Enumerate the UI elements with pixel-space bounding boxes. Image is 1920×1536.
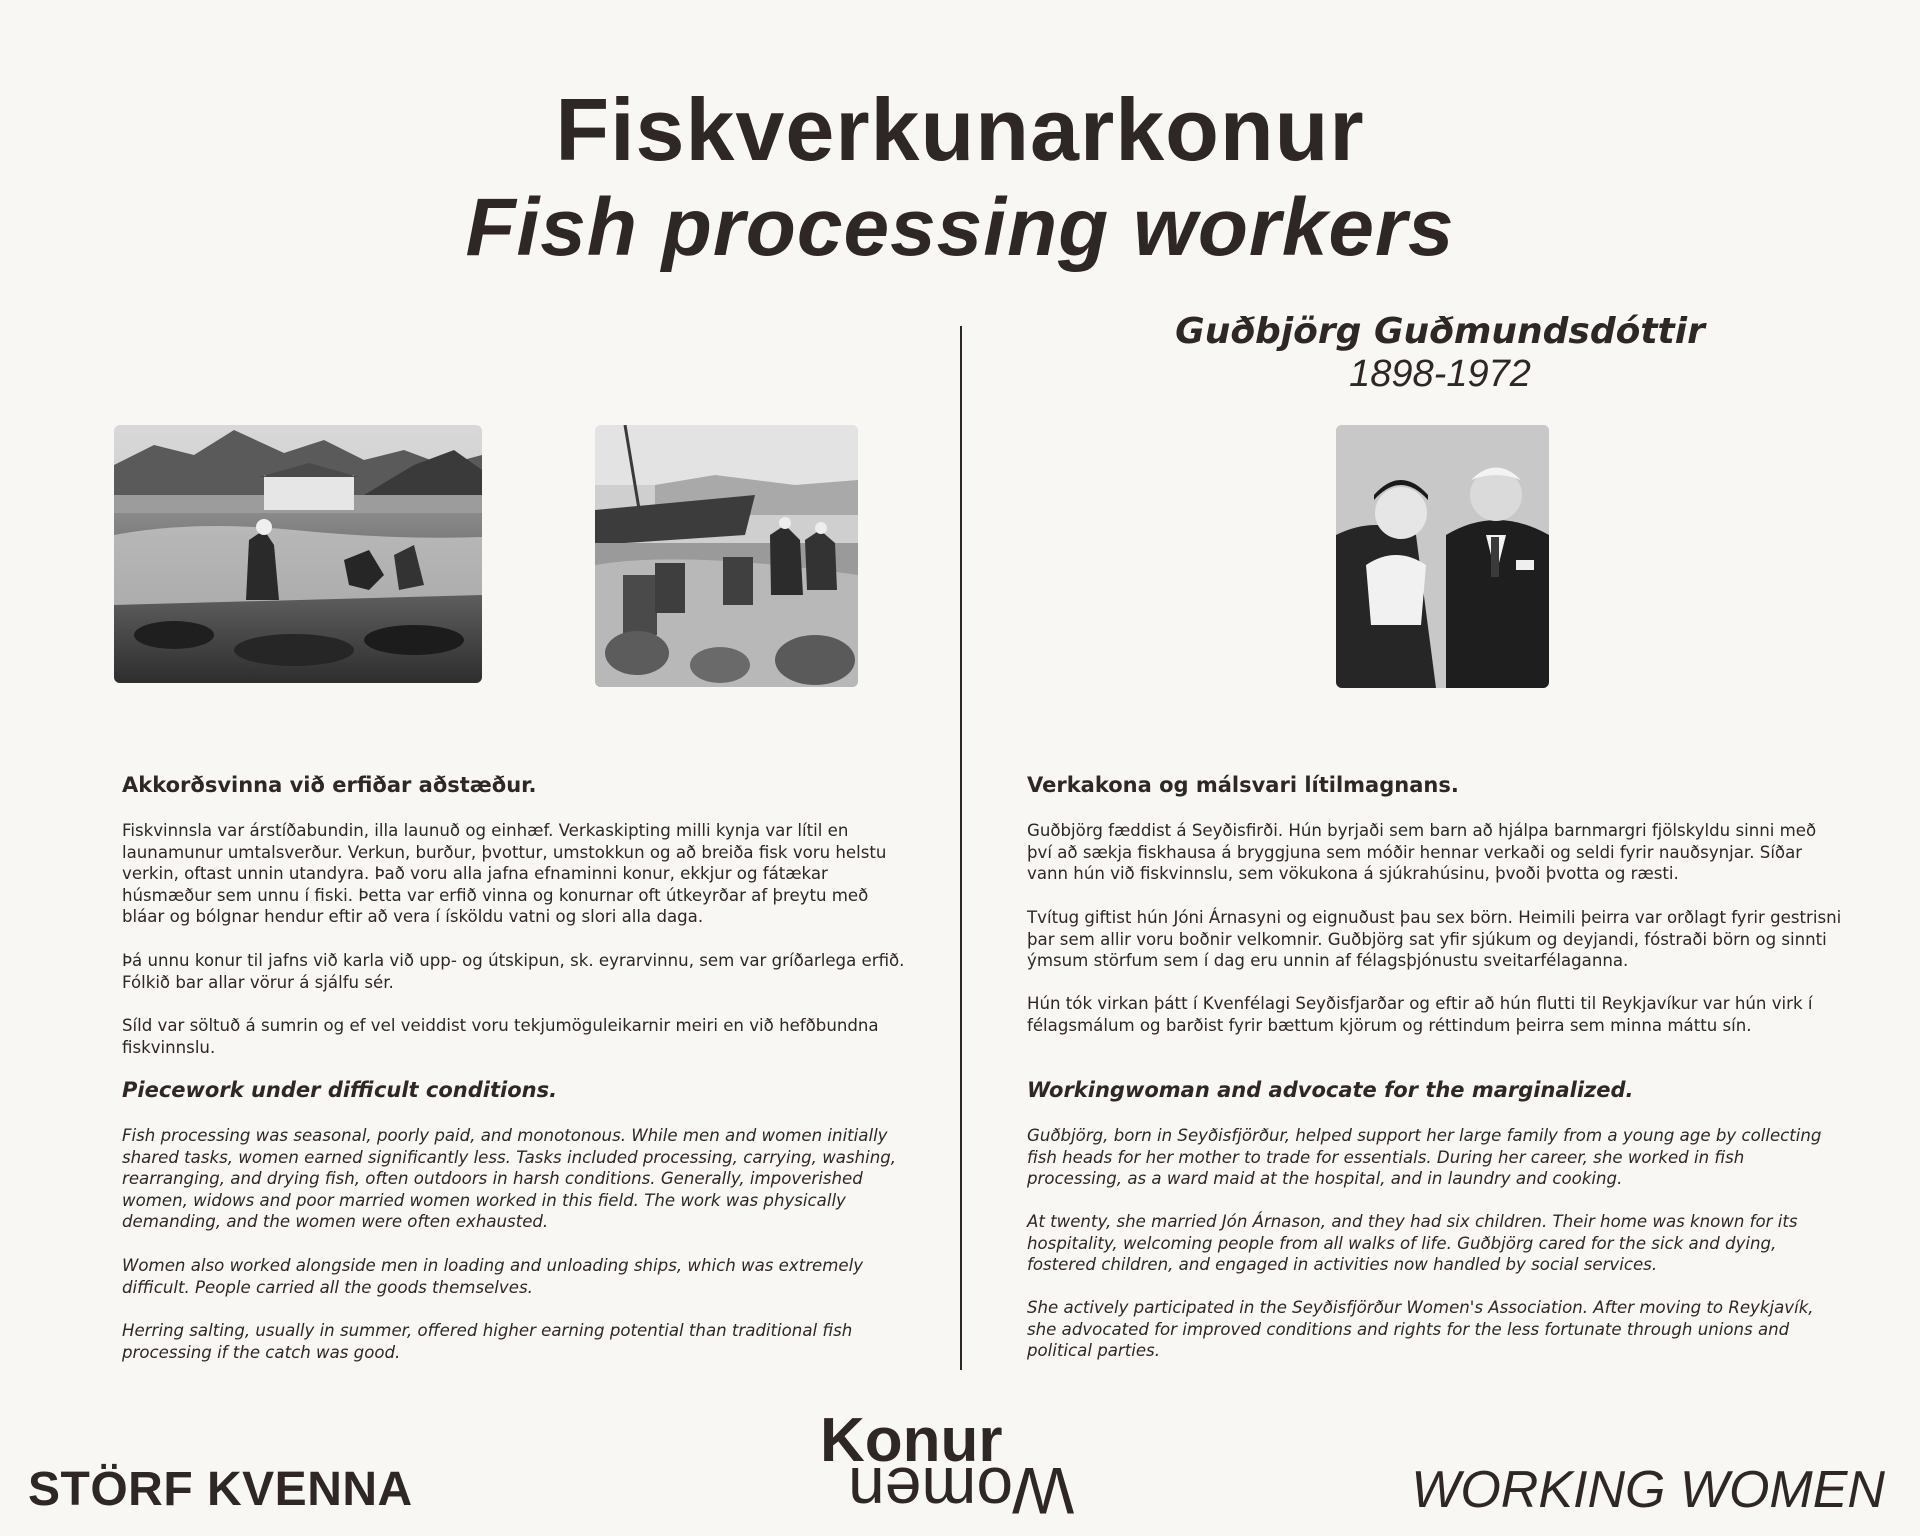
photo-harbour-barrels (595, 425, 858, 687)
left-para-is-1: Fiskvinnsla var árstíðabundin, illa launuð og einhæf. Verkaskipting milli kynja var lítil en launamunur umtalsverður. Verkun, burður, þvottur, umstokkun og að breiða fisk voru helstu verkin, oftast unnin utandyra. Það voru alla jafna efnaminni konur, ekkjur og fátækar húsmæður sem unnu í fiski. Þetta var erfið vinna og konurnar oft útkeyrðar af þreytu með bláar og bólgnar hendur eftir að vera í ísköldu vatni og slori alla daga. (122, 821, 887, 927)
right-para-en-2: At twenty, she married Jón Árnason, and they had six children. Their home was known for its hospitality, welcoming people from all walks of life. Guðbjörg cared for the sick and dying, fostered children, and engaged in activities now handled by social services. (1027, 1212, 1798, 1275)
right-para-is-1: Guðbjörg fæddist á Seyðisfirði. Hún byrjaði sem barn að hjálpa barnmargri fjölskyldu sinni með því að sækja fiskhausa á bryggjuna sem móðir hennar verkaði og seldi fyrir nauðsynjar. Síðar vann hún við fiskvinnslu, sem vökukona á sjúkrahúsinu, þvoði þvotta og ræsti. (1027, 821, 1817, 884)
left-para-en-1: Fish processing was seasonal, poorly paid, and monotonous. While men and women initially shared tasks, women earned significantly less. Tasks included processing, carrying, washing, rearranging, and drying fish, often outdoors in harsh conditions. Generally, impoverished women, widows and poor married women worked in this field. The work was physically demanding, and the women were often exhausted. (122, 1126, 897, 1232)
left-para-is-3: Síld var söltuð á sumrin og ef vel veiddist voru tekjumöguleikarnir meiri en við hefðbundna fiskvinnslu. (122, 1016, 879, 1057)
person-years: 1898-1972 (1349, 353, 1531, 395)
page-title: Fiskverkunarkonur (555, 80, 1365, 179)
left-para-en-3: Herring salting, usually in summer, offered higher earning potential than traditional fish processing if the catch was good. (122, 1321, 853, 1362)
right-para-is-3: Hún tók virkan þátt í Kvenfélagi Seyðisfjarðar og eftir að hún flutti til Reykjavíkur var hún virk í félagsmálum og barðist fyrir bættum kjörum og réttindum þeirra sem minna máttu sín. (1027, 994, 1813, 1035)
left-para-is-2: Þá unnu konur til jafns við karla við upp- og útskipun, sk. eyrarvinnu, sem var gríðarlega erfið. Fólkið bar allar vörur á sjálfu sér. (122, 951, 905, 992)
column-divider (960, 326, 962, 1370)
left-heading-en: Piecework under difficult conditions. (122, 1078, 558, 1102)
right-heading-en: Workingwoman and advocate for the marginalized. (1027, 1078, 1634, 1102)
photo-fish-drying-beach (114, 425, 482, 683)
right-para-is-2: Tvítug giftist hún Jóni Árnasyni og eignuðust þau sex börn. Heimili þeirra var orðlagt fyrir gestrisni þar sem allir voru boðnir velkomnir. Guðbjörg sat yfir sjúkum og deyjandi, fóstraði börn og sinnti ýmsum störfum sem í dag eru unnin af félagsþjónustu sveitarfélaganna. (1027, 908, 1842, 971)
right-heading-is: Verkakona og málsvari lítilmagnans. (1027, 773, 1459, 797)
person-name: Guðbjörg Guðmundsdóttir (1175, 311, 1705, 352)
right-para-en-1: Guðbjörg, born in Seyðisfjörður, helped support her large family from a young age by collecting fish heads for her mother to trade for essentials. During her career, she worked in fish processing, as a ward maid at the hospital, and in laundry and cooking. (1027, 1126, 1822, 1189)
left-heading-is: Akkorðsvinna við erfiðar aðstæður. (122, 773, 537, 797)
right-para-en-3: She actively participated in the Seyðisfjörður Women's Association. After moving to Reykjavík, she advocated for improved conditions and rights for the less fortunate through unions and political parties. (1027, 1298, 1814, 1361)
logo-konur: Konur (820, 1406, 1003, 1475)
footer-left-label: STÖRF KVENNA (28, 1463, 413, 1516)
photo-couple-portrait (1336, 425, 1549, 688)
page-subtitle: Fish processing workers (465, 182, 1455, 273)
left-para-en-2: Women also worked alongside men in loading and unloading ships, which was extremely difficult. People carried all the goods themselves. (122, 1256, 864, 1297)
logo-women-inverted: Women (848, 1454, 1075, 1528)
footer-right-label: WORKING WOMEN (1411, 1461, 1885, 1519)
